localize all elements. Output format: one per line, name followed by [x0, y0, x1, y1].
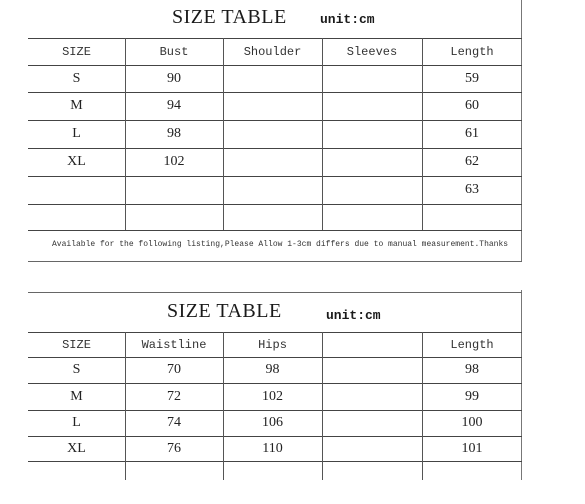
table-cell: 74	[167, 415, 181, 430]
table-cell: XL	[67, 440, 86, 456]
table-cell: 62	[465, 154, 479, 169]
table-cell: 110	[262, 440, 283, 456]
header-waistline: Waistline	[141, 337, 207, 352]
grid-line	[322, 38, 323, 230]
grid-line	[28, 204, 522, 205]
size-table-2-unit: unit:cm	[326, 308, 381, 323]
table-cell: 90	[167, 70, 181, 86]
table-cell: 106	[262, 415, 283, 430]
table-cell: 59	[465, 70, 479, 86]
note-divider	[28, 261, 522, 262]
size-table-1-title: SIZE TABLE	[172, 6, 287, 28]
size-table-2-title: SIZE TABLE	[167, 300, 282, 322]
size-table-1	[28, 0, 522, 262]
header-sleeves: Sleeves	[346, 44, 398, 59]
table-cell: L	[72, 126, 81, 141]
size-table-2-title-row	[28, 292, 522, 332]
table-cell: 61	[465, 126, 479, 141]
table-cell: M	[70, 388, 83, 404]
size-table-2	[28, 292, 522, 482]
table-cell: 63	[465, 182, 479, 197]
table-cell: 76	[167, 440, 181, 456]
grid-line	[28, 230, 522, 231]
header-bust: Bust	[159, 44, 189, 59]
table-cell: 100	[461, 415, 483, 430]
table-cell: M	[70, 98, 83, 113]
size-table-1-grid	[28, 38, 522, 230]
table-cell: L	[72, 415, 81, 430]
table-cell: 60	[465, 98, 479, 113]
header-hips: Hips	[258, 337, 287, 352]
table-cell: 70	[167, 362, 181, 377]
grid-line	[223, 38, 224, 230]
table-cell: S	[72, 362, 81, 377]
table-cell: 98	[167, 126, 181, 141]
table-cell: 102	[262, 388, 283, 404]
size-table-2-grid	[28, 332, 522, 478]
table-cell: 94	[167, 98, 181, 113]
header-size: SIZE	[62, 337, 91, 352]
grid-line	[28, 461, 522, 462]
table-cell: 101	[461, 440, 483, 456]
table-cell: 72	[167, 388, 181, 404]
header-empty	[322, 332, 422, 357]
table-cell: 98	[465, 362, 479, 377]
header-length: Length	[450, 337, 494, 352]
size-table-1-unit: unit:cm	[320, 12, 375, 27]
measurement-note: Available for the following listing,Please Allow 1-3cm differs due to manual measurement.Thanks	[52, 240, 509, 249]
table-cell: 99	[465, 388, 479, 404]
header-shoulder: Shoulder	[243, 44, 302, 59]
table-cell: 102	[163, 154, 185, 169]
header-size: SIZE	[62, 44, 91, 59]
table-cell: XL	[67, 154, 86, 169]
size-table-1-title-row	[28, 0, 522, 38]
header-length: Length	[450, 44, 494, 59]
table-cell: 98	[265, 362, 280, 377]
table-cell: S	[72, 70, 81, 86]
